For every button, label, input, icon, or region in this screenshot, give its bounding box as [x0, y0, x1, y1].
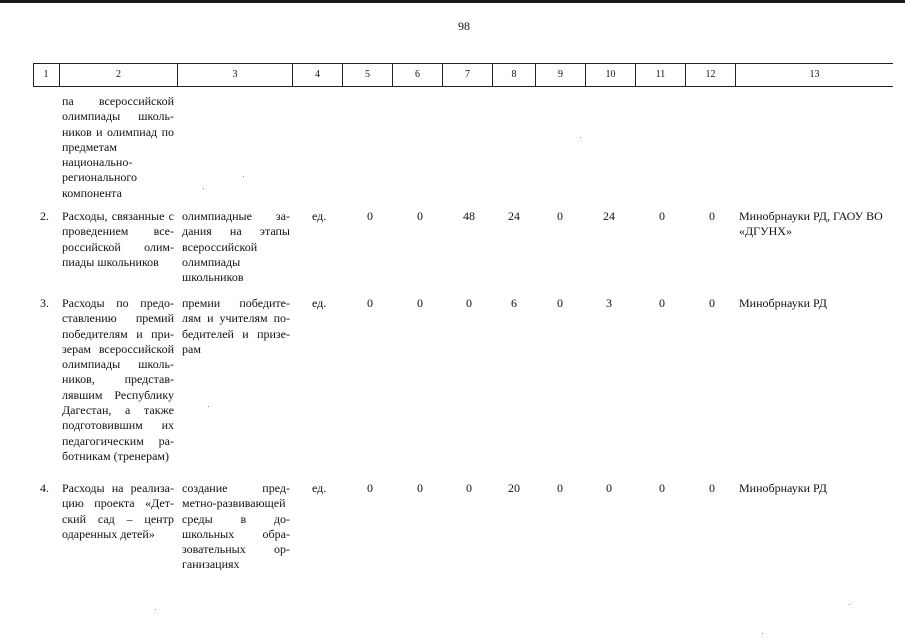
- row-2-val-5: 0: [367, 209, 373, 223]
- header-col-1: 1: [33, 64, 60, 86]
- row-2-executor: Минобрнауки РД, ГАОУ ВО «ДГУНХ»: [739, 209, 883, 239]
- top-border: [0, 0, 905, 3]
- header-col-5: 5: [343, 64, 393, 86]
- row-2-val-8: 24: [508, 209, 520, 223]
- row-4-val-5: 0: [367, 481, 373, 495]
- row-2-val-11: 0: [659, 209, 665, 223]
- scan-speck: [849, 604, 850, 605]
- continued-name-cell: па всероссийской олимпиады школь-ников и олимпиад по предметам национально-регионального компонента: [62, 94, 174, 200]
- row-4-name: Расходы на реализа-цию проекта «Дет-ский сад – центр одаренных детей»: [62, 481, 174, 541]
- row-3-val-6: 0: [417, 296, 423, 310]
- header-col-12: 12: [686, 64, 736, 86]
- row-4-number: 4.: [40, 481, 49, 495]
- scan-speck: [155, 609, 156, 610]
- row-4-val-12: 0: [709, 481, 715, 495]
- row-2-val-6: 0: [417, 209, 423, 223]
- row-3-val-12: 0: [709, 296, 715, 310]
- row-3-number: 3.: [40, 296, 49, 310]
- row-4-executor: Минобрнауки РД: [739, 481, 827, 495]
- row-2-unit: ед.: [312, 209, 327, 223]
- row-4-val-10: 0: [606, 481, 612, 495]
- row-3-executor: Минобрнауки РД: [739, 296, 827, 310]
- row-4-val-6: 0: [417, 481, 423, 495]
- header-col-13: 13: [809, 69, 820, 80]
- scan-speck: [203, 188, 204, 189]
- scan-speck: [208, 406, 209, 407]
- row-2-val-9: 0: [557, 209, 563, 223]
- scan-speck: [243, 176, 244, 177]
- header-col-2: 2: [60, 64, 178, 86]
- scan-speck: [762, 633, 763, 634]
- row-3-val-8: 6: [511, 296, 517, 310]
- row-3-val-10: 3: [606, 296, 612, 310]
- row-3-val-11: 0: [659, 296, 665, 310]
- row-2-name: Расходы, связанные с проведением все-российской олим-пиады школьников: [62, 209, 174, 269]
- row-2-number: 2.: [40, 209, 49, 223]
- header-col-7: 7: [443, 64, 493, 86]
- table-header: [33, 63, 893, 87]
- row-4-unit: ед.: [312, 481, 327, 495]
- header-col-9: 9: [536, 64, 586, 86]
- row-2-val-12: 0: [709, 209, 715, 223]
- header-col-10: 10: [586, 64, 636, 86]
- page-number: 98: [458, 19, 470, 33]
- row-2-indicator: олимпиадные за-дания на этапы всероссийской олимпиады школьников: [182, 209, 290, 285]
- row-3-unit: ед.: [312, 296, 327, 310]
- row-4-indicator: создание пред-метно-развивающей среды в до-школьных обра-зовательных ор-ганизациях: [182, 481, 290, 572]
- row-4-val-9: 0: [557, 481, 563, 495]
- row-4-val-11: 0: [659, 481, 665, 495]
- row-3-val-5: 0: [367, 296, 373, 310]
- header-col-8: 8: [493, 64, 536, 86]
- row-3-val-9: 0: [557, 296, 563, 310]
- row-3-indicator: премии победите-лям и учителям по-бедителей и призе-рам: [182, 296, 290, 356]
- header-col-3: 3: [178, 64, 293, 86]
- row-3-name: Расходы по предо-ставлению премий победителям и при-зерам всероссийской олимпиады школь-ников, представ-лявшим Республику Дагестан, а также подготовившим их педагогическим ра-ботникам (тренерам): [62, 296, 174, 463]
- row-2-val-7: 48: [463, 209, 475, 223]
- row-2-val-10: 24: [603, 209, 615, 223]
- row-4-val-7: 0: [466, 481, 472, 495]
- header-col-11: 11: [636, 64, 686, 86]
- row-4-val-8: 20: [508, 481, 520, 495]
- row-3-val-7: 0: [466, 296, 472, 310]
- scan-speck: [580, 137, 581, 138]
- header-col-6: 6: [393, 64, 443, 86]
- header-col-4: 4: [293, 64, 343, 86]
